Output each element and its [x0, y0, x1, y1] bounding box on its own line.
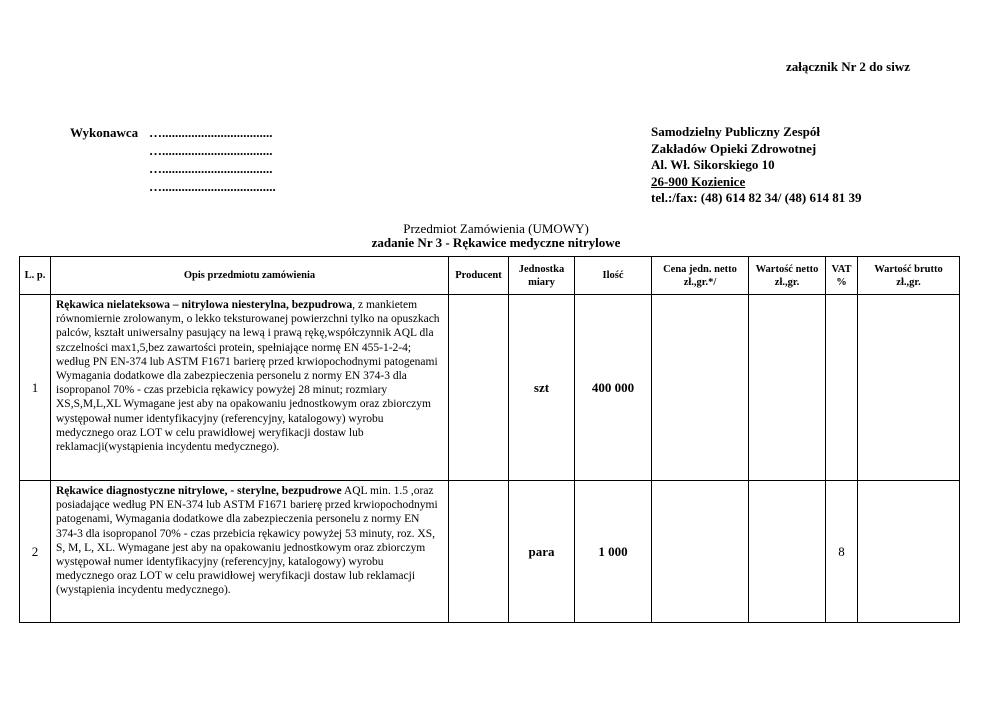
header-net-value-line-2: zł.,gr.: [774, 276, 800, 288]
row-lp: 2: [20, 481, 51, 623]
header-unit-line-2: miary: [528, 276, 555, 288]
header-unit-price: [652, 257, 749, 295]
row-producer: [449, 481, 509, 623]
row-quantity: 400 000: [575, 295, 652, 481]
header-gross-value-line-1: Wartość brutto: [874, 263, 943, 275]
header-vat: [826, 257, 858, 295]
row-gross-value: [858, 481, 960, 623]
buyer-phone: tel.:/fax: (48) 614 82 34/ (48) 614 81 39: [651, 190, 862, 205]
row-description: [51, 295, 449, 481]
buyer-street: Al. Wł. Sikorskiego 10: [651, 157, 775, 172]
annex-label: załącznik Nr 2 do siwz: [786, 59, 910, 74]
table-row: [20, 481, 960, 623]
row-description-text: , z mankietem równomiernie zrolowanym, o lekko teksturowanej powierzchni tylko na opuszkach palców, kształt uniwersalny pasujący na lewą i prawą rękę,współczynnik AQL dla szczelności max1,5,bez zawartości protein, spełniające normę EN 455-1-2-4; według PN EN-374 lub ASTM F1671 barierę przed krwiopochodnymi patogenami Wymagania dodatkowe dla zabezpieczenia personelu z normy EN 374-3 dla isopropanol 70% - czas przebicia rękawicy powyżej 28 minut; rozmiary XS,S,M,L,XL Wymagane jest aby na opakowaniu jednostkowym oraz zbiorczym występował numer identyfikacyjny (referencyjny, katalogowy) wyrobu medycznego oraz LOT w celu prawidłowej weryfikacji dostaw lub reklamacji(wystąpienia incydentu medycznego).: [56, 299, 440, 454]
row-description: [51, 481, 449, 623]
row-unit: szt: [509, 295, 575, 481]
document-title: Przedmiot Zamówienia (UMOWY): [403, 221, 589, 236]
header-unit-price-line-1: Cena jedn. netto: [663, 263, 737, 275]
header-quantity: Ilość: [575, 257, 652, 295]
header-gross-value: [858, 257, 960, 295]
table-header-row: [20, 257, 960, 295]
document-subtitle: zadanie Nr 3 - Rękawice medyczne nitrylowe: [371, 235, 621, 250]
header-lp: L. p.: [20, 257, 51, 295]
contractor-block: [70, 124, 276, 196]
header-vat-line-1: VAT: [831, 263, 852, 275]
buyer-name-line-1: Samodzielny Publiczny Zespół: [651, 124, 821, 139]
buyer-name-line-2: Zakładów Opieki Zdrowotnej: [651, 140, 817, 156]
header-unit-price-line-2: zł.,gr.*/: [683, 276, 717, 288]
header-description: Opis przedmiotu zamówienia: [51, 257, 449, 295]
row-gross-value: [858, 295, 960, 481]
header-unit-line-1: Jednostka: [518, 263, 565, 275]
row-producer: [449, 295, 509, 481]
contractor-line: …..................................: [149, 161, 273, 176]
row-vat: [826, 295, 858, 481]
table-row: [20, 295, 960, 481]
contractor-label: Wykonawca: [70, 125, 139, 140]
contractor-line: …...................................: [149, 179, 276, 194]
header-producer: Producent: [449, 257, 509, 295]
buyer-address: [651, 124, 862, 207]
row-unit-price: [652, 481, 749, 623]
row-unit-price: [652, 295, 749, 481]
row-unit: para: [509, 481, 575, 623]
row-quantity: 1 000: [575, 481, 652, 623]
row-description-bold: Rękawica nielateksowa – nitrylowa niesterylna, bezpudrowa: [56, 299, 353, 311]
row-net-value: [749, 481, 826, 623]
row-lp: 1: [20, 295, 51, 481]
header-gross-value-line-2: zł.,gr.: [896, 276, 921, 288]
row-description-text: AQL min. 1.5 ,oraz posiadające według PN EN-374 lub ASTM F1671 barierę przed krwiopochodnymi patogenami, Wymagania dodatkowe dla zabezpieczenia personelu z normy EN 374-3 dla isopropanol 70% - czas przebicia rękawicy powyżej 53 minuty, roz. XS, S, M, L, XL. Wymagane jest aby na opakowaniu jednostkowym oraz zbiorczym występował numer identyfikacyjny (referencyjny, katalogowy) wyrobu medycznego oraz LOT w celu prawidłowej weryfikacji dostaw lub reklamacji (wystąpienia incydentu medycznego).: [56, 485, 438, 597]
contractor-line: …..................................: [149, 143, 273, 158]
row-net-value: [749, 295, 826, 481]
row-description-bold: Rękawice diagnostyczne nitrylowe, - sterylne, bezpudrowe: [56, 485, 342, 497]
row-vat: 8: [826, 481, 858, 623]
buyer-city: 26-900 Kozienice: [651, 173, 746, 189]
header-unit: [509, 257, 575, 295]
order-table: [19, 256, 960, 623]
header-net-value: [749, 257, 826, 295]
header-net-value-line-1: Wartość netto: [755, 263, 819, 275]
contractor-line: …..................................: [149, 125, 273, 140]
header-vat-line-2: %: [836, 276, 847, 288]
